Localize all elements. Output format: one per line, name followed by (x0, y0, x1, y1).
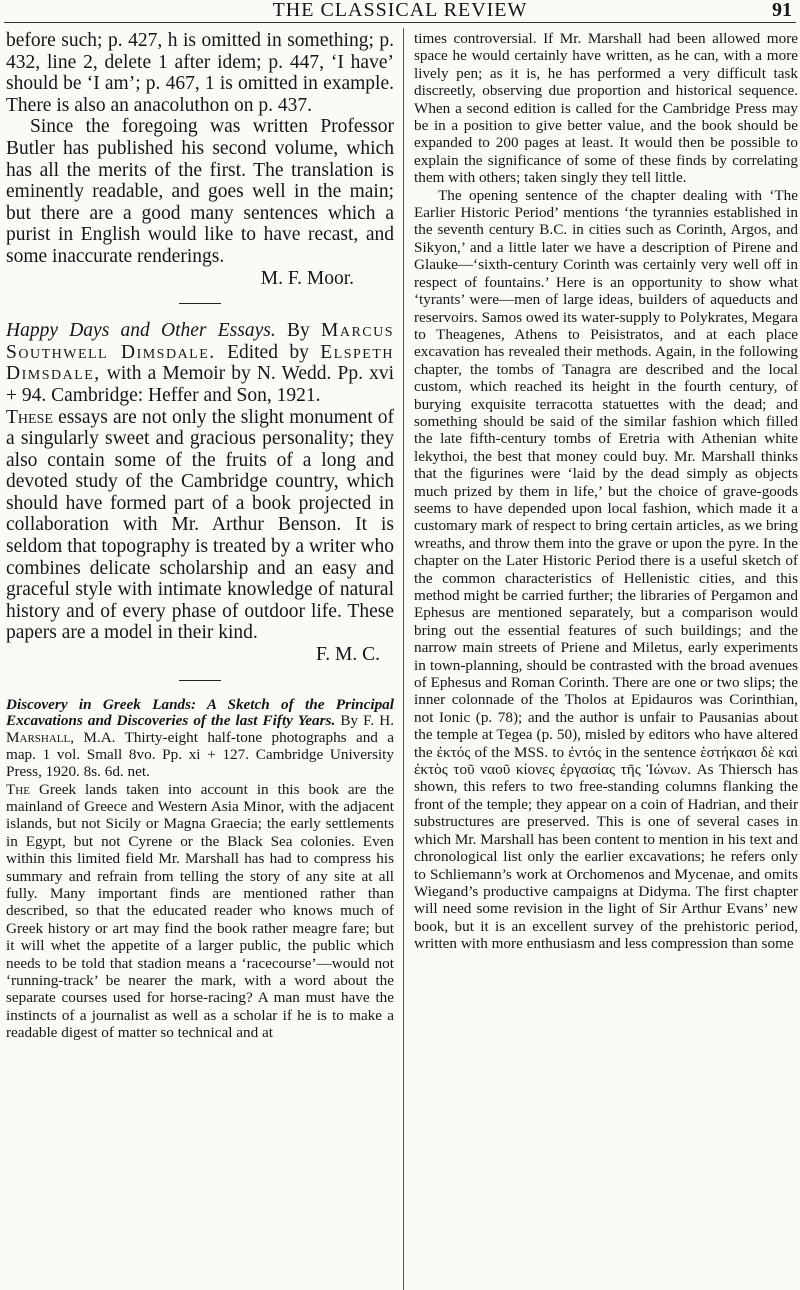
book-editor: Elspeth Dimsdale, (6, 341, 394, 385)
journal-title: THE CLASSICAL REVIEW (272, 0, 528, 21)
signature-moor: M. F. Moor. (260, 267, 354, 289)
lead-word: The (6, 780, 30, 798)
lead-word: These (6, 406, 53, 428)
right-column (414, 30, 798, 1290)
section-separator (179, 303, 221, 304)
section-separator (179, 680, 221, 681)
by-word: By (340, 712, 359, 730)
review-body-dimsdale (6, 407, 394, 645)
column-divider (403, 28, 404, 1290)
by-word: By (286, 320, 310, 342)
review-heading-dimsdale (6, 320, 394, 406)
header-rule (4, 22, 796, 23)
second-volume-paragraph: Since the foregoing was written Professor Butler has published his second volume, which has all the merits of the first. The translation is eminently readable, and goes well in the main; but there are a good many sentences which a purist in English would like to have recast, and some inaccurate renderings. (6, 116, 394, 267)
book-title: Happy Days and Other Essays. (6, 320, 276, 342)
errata-paragraph: before such; p. 427, h is omitted in something; p. 432, line 2, delete 1 after idem; p. 447, ‘I have’ should be ‘I am’; p. 467, 1 is omitted in example. There is also an anacoluthon on p. 437. (6, 30, 394, 116)
review-body-marshall (6, 781, 394, 1042)
review-text: Greek lands taken into account in this book are the mainland of Greece and Western Asia Minor, with the adjacent islands, but not Sicily or Magna Graecia; the early settlements in Egypt, but not Cyrene or the Black Sea colonies. Even within this limited field Mr. Marshall has had to compress his summary and refrain from telling the story of any site at all fully. Many important finds are mentioned rather than described, so that the educated reader who knows much of Greek history or art may find the book rather meagre fare; but it will whet the appetite of a larger public, the public which needs to be told that stadion means a ‘racecourse’—would not ‘running-track’ be nearer the mark, with a word about the separate courses used for horse-racing? A man must have the instincts of a journalist as well as a scholar if he is to make a readable digest of matter so technical and at (6, 780, 394, 1042)
review-heading-marshall (6, 697, 394, 781)
book-details: with a Memoir by N. Wedd. Pp. xvi + 94. Cambridge: Heffer and Son, 1921. (6, 363, 394, 406)
left-column (6, 30, 394, 1290)
book-author: Marcus Southwell Dimsdale. (6, 320, 394, 363)
page-number: 91 (772, 0, 792, 21)
continuation-paragraph: times controversial. If Mr. Marshall had been allowed more space he would certainly have written, as he can, with a more lively pen; as it is, he has performed a very difficult task discreetly, observing due proportion and historical sequence. When a second edition is called for the Cambridge Press may be in a position to give better value, and the book should be expanded to 200 pages at least. It would then be possible to explain the significance of some of these finds by correlating them with others; taken singly they tell little. (414, 30, 798, 187)
running-header (0, 0, 800, 20)
book-author: F. H. Marshall, M.A. (6, 712, 394, 747)
opening-sentence-paragraph: The opening sentence of the chapter dealing with ‘The Earlier Historic Period’ mentions ‘the tyrannies established in the seventh century B.C. in cities such as Corinth, Argos, and Sikyon,’ and a little later we have a description of Pirene and Glauke—‘sixth-century Corinth was certainly very well off in respect of fountains.’ Here is an opportunity to show what ‘tyrants’ were—men of large ideas, builders of aqueducts and reservoirs. Samos owed its water-supply to Polykrates, Megara to Theagenes, Athens to Peisistratos, and at each place excavation has revealed their methods. Again, in the following chapter, the tombs of Tanagra are described and the local custom, which reached its height in the fourth century, of burying exquisite terracotta statuettes with the dead; and something should be said of the similar fashion which filled the late fifth-century tombs of Eretria with Athenian white lekythoi, the best that money could buy. Mr. Marshall thinks that the figurines were ‘laid by the dead simply as objects much prized by them in life,’ but the choice of grave-goods seems to have depended upon local fashion, which made it a customary mark of respect to bring certain articles, as we bring wreaths, and throw them into the grave or upon the pyre. In the chapter on the Later Historic Period there is a useful sketch of the common characteristics of Hellenistic cities, and this method might be carried further; the libraries of Pergamon and Ephesus are mentioned separately, but a comparison would bring out the essential features of such buildings; and the narrow main streets of Priene and Miletus, early experiments in town-planning, should be contrasted with the broad avenues of Ephesus and Roman Corinth. There are one or two slips; the inner colonnade of the Tholos at Epidauros was Corinthian, not Ionic (p. 78); and the author is unfair to Pausanias about the temple at Tegea (p. 50), misled by editors who have altered the ἐκτός of the MSS. to ἐντός in the sentence ἑστήκασι δὲ καὶ ἐκτὸς τοῦ ναοῦ κίονες ἐργασίας τῆς Ἰώνων. As Thiersch has shown, this refers to two free-standing columns flanking the front of the temple; they appear on a coin of Hadrian, and their substructures are preserved. This is one of several cases in which Mr. Marshall has been content to mention in his text and chronological list only the earlier excavations; he refers only to Schliemann’s work at Orchomenos and Mycenae, and omits Wiegand’s productive campaigns at Didyma. The first chapter will need some revision in the light of Sir Arthur Evans’ new book, but it is an excellent survey of the prehistoric period, written with more enthusiasm and less compression than some (414, 186, 798, 953)
book-details: Thirty-eight half-tone photographs and a map. 1 vol. Small 8vo. Pp. xi + 127. Cambridge University Press, 1920. 8s. 6d. net. (6, 729, 394, 780)
edited-by: Edited by (227, 341, 309, 363)
book-title: Discovery in Greek Lands: A Sketch of the Principal Excavations and Discoveries of the last Fifty Years. (6, 695, 394, 730)
review-text: essays are not only the slight monument of a singularly sweet and gracious personality; they also contain some of the fruits of a long and devoted study of the Cambridge country, which should have formed part of a book projected in collaboration with Mr. Arthur Benson. It is seldom that topography is treated by a writer who combines delicate scholarship and an easy and graceful style with intimate knowledge of natural history and of every phase of outdoor life. These papers are a model in their kind. (6, 406, 394, 644)
signature-fmc: F. M. C. (315, 644, 380, 666)
